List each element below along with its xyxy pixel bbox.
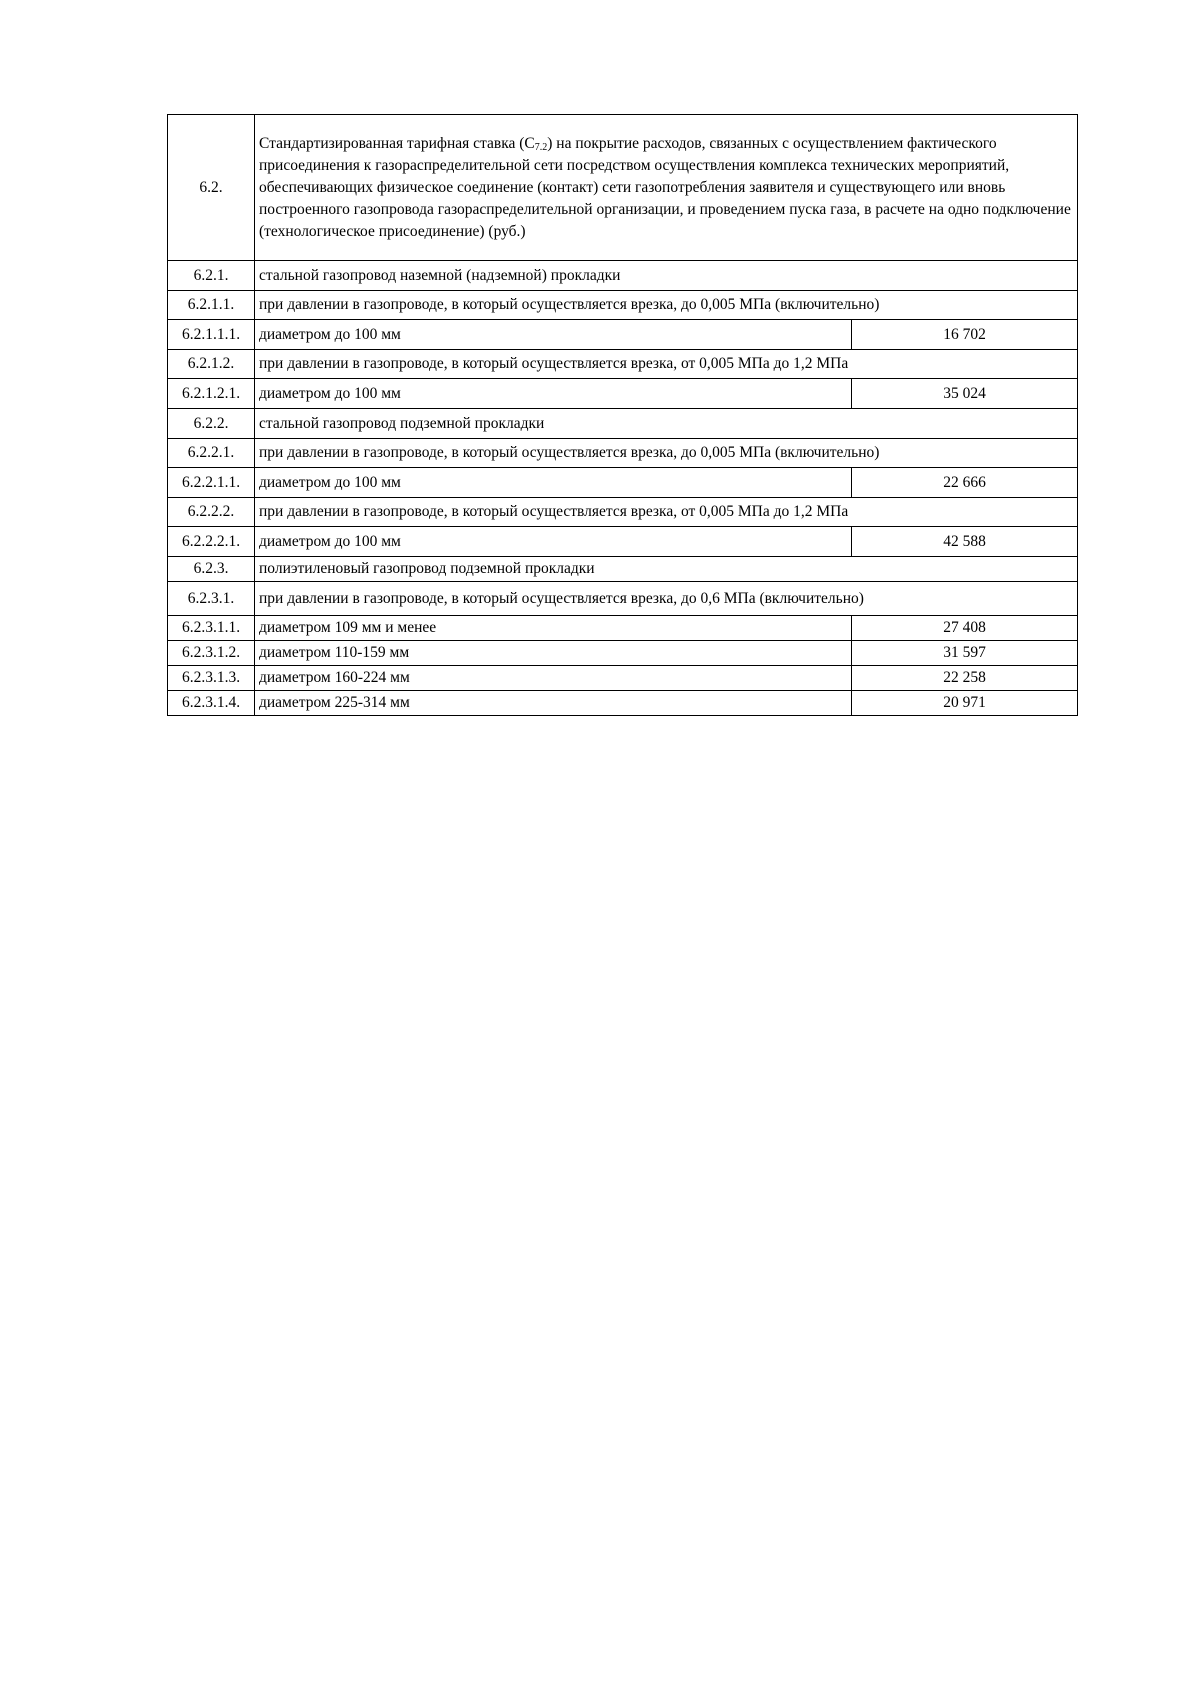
- row-number: 6.2.3.1.3.: [168, 666, 255, 691]
- row-description: стальной газопровод подземной прокладки: [255, 409, 1078, 439]
- tariff-table: [167, 114, 1078, 716]
- row-description: диаметром до 100 мм: [255, 320, 852, 350]
- table-row: [168, 468, 1078, 498]
- row-description: при давлении в газопроводе, в который осуществляется врезка, до 0,6 МПа (включительно): [255, 582, 1078, 616]
- row-value: 42 588: [852, 527, 1078, 557]
- row-value: 31 597: [852, 641, 1078, 666]
- row-number: 6.2.2.2.: [168, 498, 255, 527]
- row-value: 20 971: [852, 691, 1078, 716]
- row-number: 6.2.2.1.: [168, 439, 255, 468]
- table-row: [168, 557, 1078, 582]
- row-description: при давлении в газопроводе, в который осуществляется врезка, до 0,005 МПа (включительно): [255, 291, 1078, 320]
- row-description: диаметром 160-224 мм: [255, 666, 852, 691]
- row-number: 6.2.3.1.2.: [168, 641, 255, 666]
- row-number: 6.2.: [168, 115, 255, 261]
- row-value: 35 024: [852, 379, 1078, 409]
- table-row: [168, 439, 1078, 468]
- row-number: 6.2.1.2.1.: [168, 379, 255, 409]
- row-description: при давлении в газопроводе, в который осуществляется врезка, от 0,005 МПа до 1,2 МПа: [255, 350, 1078, 379]
- table-row: [168, 582, 1078, 616]
- table-row: [168, 409, 1078, 439]
- row-description: диаметром до 100 мм: [255, 527, 852, 557]
- row-value: 27 408: [852, 616, 1078, 641]
- header-subscript: 7.2: [534, 141, 548, 153]
- row-description: полиэтиленовый газопровод подземной прокладки: [255, 557, 1078, 582]
- row-description: диаметром 109 мм и менее: [255, 616, 852, 641]
- table-row: [168, 379, 1078, 409]
- row-number: 6.2.1.1.: [168, 291, 255, 320]
- table-row: [168, 498, 1078, 527]
- header-text-end: ) на покрытие расходов, связанных с осуществлением фактического присоединения к газораспределительной сети посредством осуществления комплекса технических мероприятий, обеспечивающих физическое соединение (контакт) сети газопотребления заявителя и существующего или вновь построенного газопровода газораспределительной организации, и проведением пуска газа, в расчете на одно подключение (технологическое присоединение) (руб.): [259, 134, 1071, 240]
- row-description: диаметром 110-159 мм: [255, 641, 852, 666]
- table-row: [168, 350, 1078, 379]
- row-description: диаметром до 100 мм: [255, 468, 852, 498]
- row-number: 6.2.2.2.1.: [168, 527, 255, 557]
- table-row: [168, 616, 1078, 641]
- header-description: [255, 115, 1078, 261]
- row-number: 6.2.2.: [168, 409, 255, 439]
- row-number: 6.2.3.: [168, 557, 255, 582]
- row-value: 16 702: [852, 320, 1078, 350]
- row-number: 6.2.3.1.1.: [168, 616, 255, 641]
- row-number: 6.2.1.1.1.: [168, 320, 255, 350]
- table-row: [168, 527, 1078, 557]
- table-row: [168, 641, 1078, 666]
- row-value: 22 666: [852, 468, 1078, 498]
- row-description: диаметром до 100 мм: [255, 379, 852, 409]
- header-text-start: Стандартизированная тарифная ставка (С: [259, 134, 535, 152]
- table-row: [168, 261, 1078, 291]
- row-description: при давлении в газопроводе, в который осуществляется врезка, от 0,005 МПа до 1,2 МПа: [255, 498, 1078, 527]
- row-value: 22 258: [852, 666, 1078, 691]
- row-number: 6.2.1.: [168, 261, 255, 291]
- row-number: 6.2.1.2.: [168, 350, 255, 379]
- row-number: 6.2.3.1.: [168, 582, 255, 616]
- row-number: 6.2.2.1.1.: [168, 468, 255, 498]
- row-description: стальной газопровод наземной (надземной) прокладки: [255, 261, 1078, 291]
- table-header-row: [168, 115, 1078, 261]
- row-number: 6.2.3.1.4.: [168, 691, 255, 716]
- table-row: [168, 666, 1078, 691]
- table-row: [168, 320, 1078, 350]
- row-description: диаметром 225-314 мм: [255, 691, 852, 716]
- table-row: [168, 291, 1078, 320]
- row-description: при давлении в газопроводе, в который осуществляется врезка, до 0,005 МПа (включительно): [255, 439, 1078, 468]
- table-row: [168, 691, 1078, 716]
